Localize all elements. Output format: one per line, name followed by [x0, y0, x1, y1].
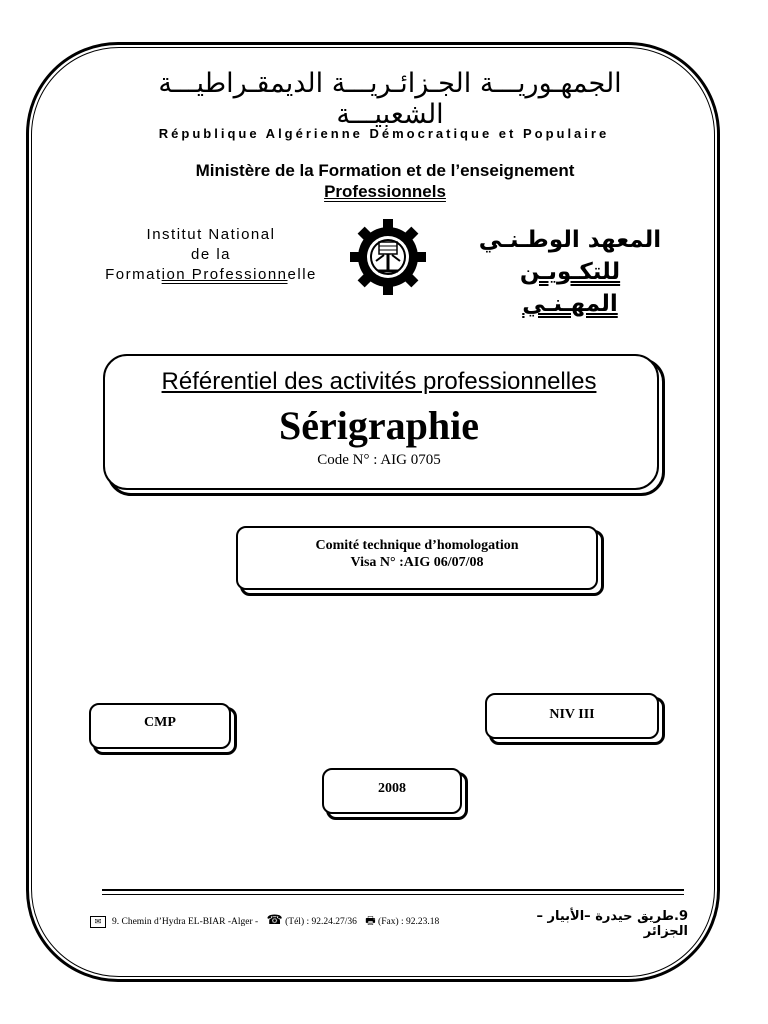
institute-fr-line2: de la — [190, 246, 232, 263]
reference-title: Référentiel des activités professionnelles — [161, 368, 597, 395]
year-label: 2008 — [378, 781, 406, 796]
level-box — [485, 693, 659, 739]
institute-name-ar — [470, 224, 670, 320]
reference-subject: Sérigraphie — [279, 403, 479, 448]
footer-contact — [90, 912, 439, 931]
institute-ar-line1: المعهد الوطـنـي — [478, 227, 662, 253]
ministry-line2: Professionnels — [324, 182, 446, 201]
arabic-republic-title: الجمهـوريـــة الجـزائـريـــة الديمقـراطيـــة الشعبيـــة — [158, 68, 622, 130]
mail-icon: ✉ — [90, 916, 106, 928]
institute-ar-line2: للتكـويـن المهـنـي — [519, 259, 621, 317]
footer-address: 9. Chemin d’Hydra EL-BIAR -Alger - — [112, 917, 259, 927]
footer-arabic-address: 9.طريق حيدرة –الأبيار – الجزائر — [536, 909, 688, 939]
institute-fr-line3b: ion Professionn — [161, 266, 288, 283]
footer-fax: (Fax) : 92.23.18 — [378, 917, 440, 927]
republic-title: République Algérienne Démocratique et Populaire — [158, 126, 610, 141]
year-box — [322, 768, 462, 814]
reference-code: Code N° : AIG 0705 — [317, 452, 441, 468]
institute-fr-line3c: elle — [287, 266, 317, 283]
footer-divider-thin — [102, 894, 684, 895]
footer-divider — [102, 889, 684, 891]
footer-tel: (Tél) : 92.24.27/36 — [285, 917, 357, 927]
cmp-label: CMP — [144, 715, 176, 730]
phone-icon: ☎ — [266, 912, 283, 927]
fax-icon: 🖶 — [365, 915, 376, 927]
committee-line1: Comité technique d’homologation — [315, 538, 519, 553]
ministry-line1: Ministère de la Formation et de l’enseignement — [195, 161, 575, 180]
ministry-title — [140, 160, 630, 202]
institute-fr-line3a: Format — [105, 266, 162, 283]
gear-emblem-icon — [347, 217, 429, 295]
level-label: NIV III — [549, 707, 595, 722]
committee-box — [236, 526, 598, 590]
committee-line2: Visa N° :AIG 06/07/08 — [350, 555, 484, 570]
institute-name-fr — [80, 225, 342, 285]
cmp-box — [89, 703, 231, 749]
institute-fr-line1: Institut National — [146, 226, 276, 243]
